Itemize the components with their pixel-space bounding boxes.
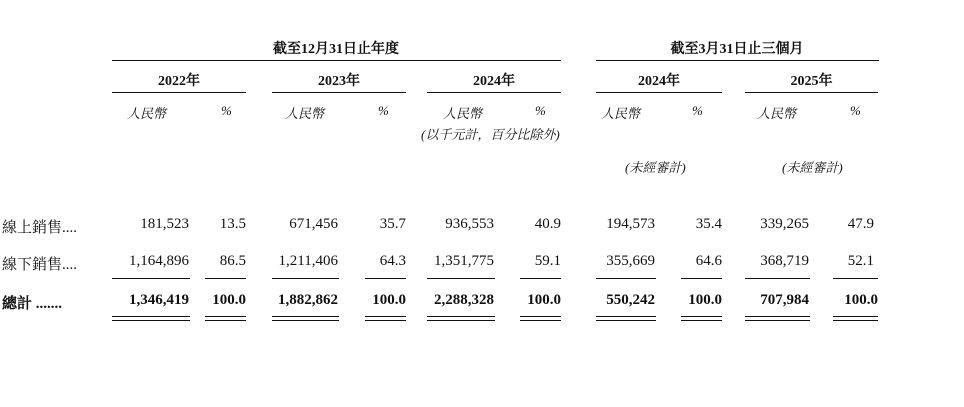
group-header-years-rule [112, 60, 561, 61]
year-header-2024-q1: 2024年 [638, 74, 680, 89]
cell-online-2022-amount: 181,523 [140, 216, 189, 232]
cell-online-2023-amount: 671,456 [289, 216, 338, 232]
cell-offline-2025q1-pct: 52.1 [847, 253, 874, 269]
cell-offline-2022-pct: 86.5 [219, 253, 246, 269]
year-rule-2024 [427, 92, 561, 93]
cell-online-2024q1-pct: 35.4 [695, 216, 722, 232]
subtotal-rule [205, 278, 246, 279]
currency-header-2022: 人民幣 [127, 106, 167, 121]
row-label-offline-sales: 線下銷售.... [2, 257, 78, 273]
total-double-rule [745, 316, 810, 321]
total-double-rule [681, 316, 722, 321]
year-rule-2022 [112, 92, 246, 93]
pct-header-2023: % [378, 103, 389, 118]
row-label-online-sales: 線上銷售.... [2, 220, 78, 236]
cell-offline-2024-pct: 59.1 [534, 253, 561, 269]
unaudited-note-2025: (未經審計) [782, 160, 843, 175]
year-header-2022: 2022年 [158, 74, 200, 89]
cell-total-2024-amount: 2,288,328 [434, 292, 494, 308]
unaudited-note-2024: (未經審計) [625, 160, 686, 175]
total-double-rule [272, 316, 339, 321]
year-rule-2024-q1 [596, 92, 722, 93]
pct-header-2024-q1: % [692, 103, 703, 118]
row-label-total: 總計 ....... [2, 296, 63, 312]
thousands-note: (以千元計，百分比除外) [421, 127, 560, 142]
cell-online-2025q1-amount: 339,265 [760, 216, 809, 232]
cell-offline-2023-amount: 1,211,406 [278, 253, 338, 269]
total-double-rule [833, 316, 878, 321]
cell-online-2024-amount: 936,553 [445, 216, 494, 232]
cell-offline-2025q1-amount: 368,719 [760, 253, 809, 269]
cell-online-2023-pct: 35.7 [379, 216, 406, 232]
cell-total-2024q1-amount: 550,242 [606, 292, 655, 308]
subtotal-rule [112, 278, 190, 279]
cell-total-2023-amount: 1,882,862 [278, 292, 338, 308]
currency-header-2023: 人民幣 [285, 106, 325, 121]
group-header-quarters-rule [596, 60, 879, 61]
cell-offline-2024-amount: 1,351,775 [434, 253, 494, 269]
total-double-rule [520, 316, 561, 321]
year-header-2023: 2023年 [318, 74, 360, 89]
currency-header-2024-q1: 人民幣 [601, 106, 641, 121]
subtotal-rule [681, 278, 722, 279]
currency-header-2024: 人民幣 [443, 106, 483, 121]
total-double-rule [427, 316, 495, 321]
subtotal-rule [745, 278, 810, 279]
subtotal-rule [272, 278, 339, 279]
pct-header-2025-q1: % [850, 103, 861, 118]
cell-offline-2024q1-pct: 64.6 [695, 253, 722, 269]
cell-total-2022-amount: 1,346,419 [129, 292, 189, 308]
year-rule-2025-q1 [745, 92, 878, 93]
subtotal-rule [427, 278, 495, 279]
cell-total-2022-pct: 100.0 [212, 292, 246, 308]
currency-header-2025-q1: 人民幣 [757, 106, 797, 121]
cell-online-2024q1-amount: 194,573 [606, 216, 655, 232]
total-double-rule [112, 316, 190, 321]
pct-header-2024: % [535, 103, 546, 118]
cell-online-2025q1-pct: 47.9 [847, 216, 874, 232]
subtotal-rule [833, 278, 878, 279]
total-double-rule [365, 316, 406, 321]
year-header-2024: 2024年 [473, 74, 515, 89]
subtotal-rule [365, 278, 406, 279]
cell-online-2022-pct: 13.5 [219, 216, 246, 232]
cell-total-2025q1-pct: 100.0 [844, 292, 878, 308]
subtotal-rule [596, 278, 656, 279]
cell-online-2024-pct: 40.9 [534, 216, 561, 232]
cell-total-2024q1-pct: 100.0 [688, 292, 722, 308]
cell-total-2024-pct: 100.0 [527, 292, 561, 308]
pct-header-2022: % [221, 103, 232, 118]
total-double-rule [205, 316, 246, 321]
total-double-rule [596, 316, 656, 321]
cell-offline-2022-amount: 1,164,896 [129, 253, 189, 269]
cell-total-2025q1-amount: 707,984 [760, 292, 809, 308]
cell-offline-2023-pct: 64.3 [379, 253, 406, 269]
year-rule-2023 [272, 92, 406, 93]
group-header-years: 截至12月31日止年度 [273, 42, 399, 57]
year-header-2025-q1: 2025年 [790, 74, 833, 89]
cell-offline-2024q1-amount: 355,669 [606, 253, 655, 269]
subtotal-rule [520, 278, 561, 279]
cell-total-2023-pct: 100.0 [372, 292, 406, 308]
group-header-quarters: 截至3月31日止三個月 [670, 42, 804, 57]
